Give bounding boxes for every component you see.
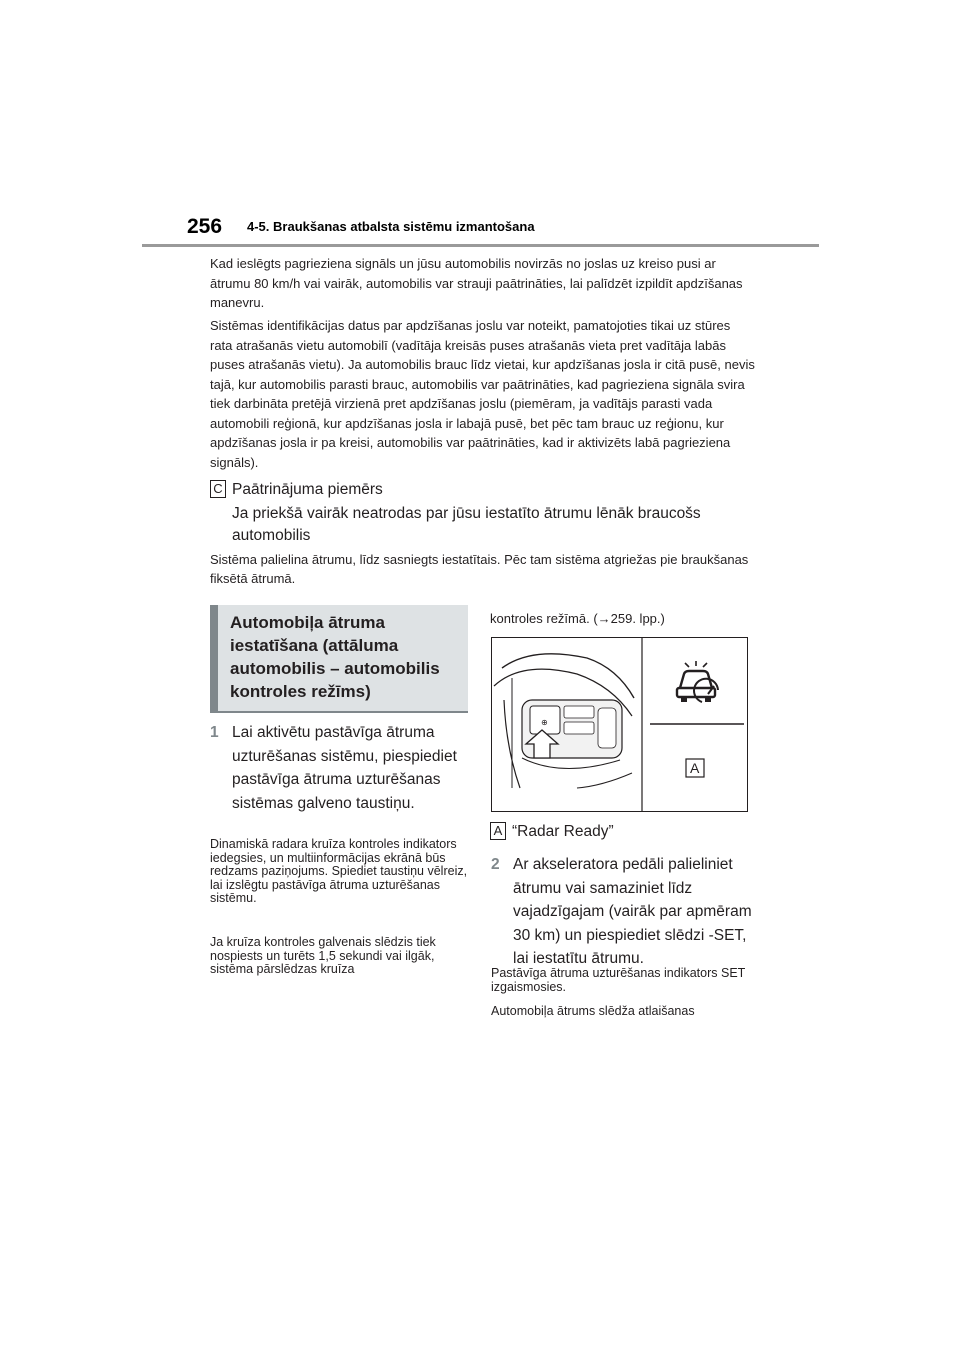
step-1-note-1: Dinamiskā radara kruīza kontroles indikators iedegsies, un multiinformācijas ekrānā būs redzams paziņojums. Spiediet taustiņu vēlreiz, lai izslēgtu pastāvīga ātruma uzturēšanas sistēmu.	[210, 837, 468, 905]
example-block	[210, 479, 770, 547]
radar-ready-line	[490, 822, 614, 841]
steering-wheel-figure	[491, 637, 748, 812]
intro-paragraph-2: Sistēmas identifikācijas datus par apdzīšanas joslu var noteikt, pamatojoties tikai uz stūres rata atrašanās vietu automobilī (vadītāja kreisās puses atrašanās vieta pret vadītāja labās puses atrašanās vietu). Ja automobilis brauc līdz vietai, kur apdzīšanas josla ir citā pusē, nevis tajā, kur automobilis parasti brauc, automobilis var paātrināties, kad pagrieziena signāla svira tiek darbināta pretējā virzienā pret apdzīšanas joslu (piemēram, ja vadītājs parasti vada automobili reģionā, kur apdzīšanas josla ir labajā pusē, bet pēc tam brauc uz reģionu, kur apdzīšanas josla ir pa kreisi, automobilis var paātrināties, kad ir aktivizēts labā pagrieziena signāls).	[210, 318, 755, 470]
step-1-note-2: Ja kruīza kontroles galvenais slēdzis tiek nospiests un turēts 1,5 sekundi vai ilgāk, sistēma pārslēdzas kruīza	[210, 935, 436, 976]
step-1-text: Lai aktivētu pastāvīga ātruma uzturēšanas sistēmu, piespiediet pastāvīga ātruma uzturēšanas sistēmas galveno taustiņu.	[232, 724, 457, 812]
figure-label-a: A	[690, 760, 700, 776]
svg-text:⊕: ⊕	[541, 718, 548, 727]
step-2-number: 2	[491, 856, 500, 873]
example-heading: Paātrinājuma piemērs	[232, 481, 383, 498]
step-1	[210, 721, 468, 815]
header-title: 4-5. Braukšanas atbalsta sistēmu izmantošana	[247, 219, 535, 234]
header-rule	[142, 244, 819, 247]
example-badge: C	[210, 480, 226, 498]
page-number: 256	[187, 215, 223, 238]
step-2-text: Ar akseleratora pedāli palieliniet ātrumu vai samaziniet līdz vajadzīgajam (vairāk par apmēram 30 km) un piespiediet slēdzi -SET, lai iestatītu ātrumu.	[513, 856, 752, 967]
step-1-number: 1	[210, 724, 219, 741]
radar-cruise-indicator-icon	[677, 661, 718, 702]
radar-ready-text: “Radar Ready”	[512, 823, 614, 840]
radar-badge: A	[490, 822, 506, 840]
step-2-note-2: Automobiļa ātrums slēdža atlaišanas	[491, 1004, 695, 1018]
step-2	[491, 853, 761, 971]
example-condition: Ja priekšā vairāk neatrodas par jūsu iestatīto ātrumu lēnāk braucošs automobilis	[232, 505, 701, 544]
steering-wheel-illustration	[492, 638, 747, 811]
example-note: Sistēma palielina ātrumu, līdz sasniegts iestatītais. Pēc tam sistēma atgriežas pie braukšanas fiksētā ātrumā.	[210, 552, 749, 586]
intro-paragraph-1: Kad ieslēgts pagrieziena signāls un jūsu automobilis novirzās no joslas uz kreiso pusi ar ātrumu 80 km/h vai vairāk, automobilis var strauji paātrināties, lai palīdzēt izpildīt apdzīšanas manevru.	[210, 256, 743, 310]
section-title: Automobiļa ātruma iestatīšana (attāluma automobilis – automobilis kontroles režīms)	[230, 613, 440, 701]
step-2-note-1: Pastāvīga ātruma uzturēšanas indikators SET izgaismosies.	[491, 966, 746, 994]
section-header-box	[210, 605, 468, 713]
continuation-text: kontroles režīmā. (→259. lpp.)	[490, 611, 665, 626]
